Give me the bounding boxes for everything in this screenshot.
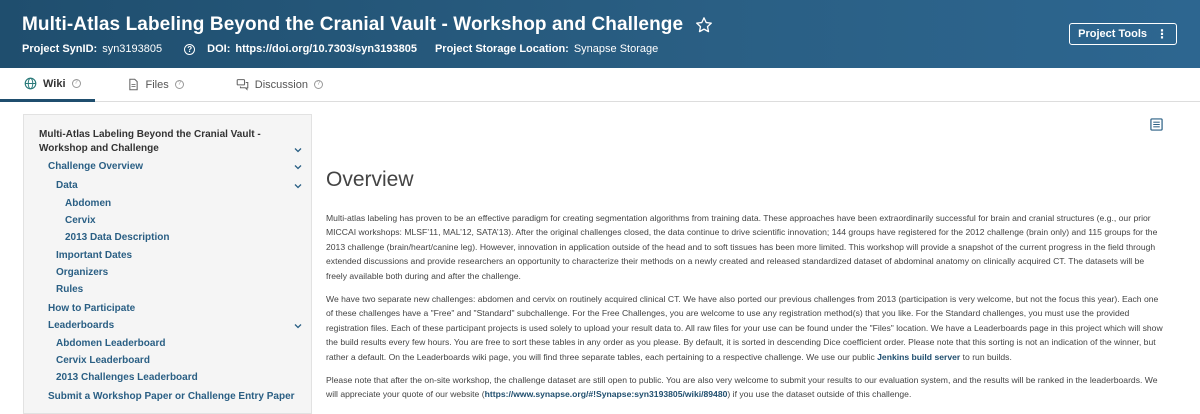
- sidebar-item-2013-challenges-leaderboard[interactable]: 2013 Challenges Leaderboard: [56, 372, 198, 383]
- globe-icon: [24, 77, 37, 90]
- sidebar-item-cervix-leaderboard[interactable]: Cervix Leaderboard: [56, 355, 150, 366]
- overview-paragraph-3: [326, 373, 1166, 402]
- project-tools-button[interactable]: [1069, 23, 1177, 45]
- tab-files-label: Files: [145, 78, 169, 91]
- page-title: Overview: [326, 168, 414, 191]
- sidebar-item-cervix[interactable]: Cervix: [65, 215, 96, 226]
- storage-value: Synapse Storage: [573, 43, 659, 55]
- more-vertical-icon: ⋮: [1156, 27, 1168, 41]
- chevron-down-icon[interactable]: [294, 146, 302, 154]
- title-row: [22, 14, 713, 36]
- tab-discussion-label: Discussion: [254, 78, 308, 91]
- overview-paragraph-1: Multi-atlas labeling has proven to be an effective paradigm for creating segmentation algorithms from training data. These approaches have been extraordinarily successful for brain and cranial structures (e.g., our prior MICCAI workshops: MLSF’11, MAL’12, SATA’13). After the original challenges closed, the data continue to drive scientific innovation; 144 groups have registered for the 2012 challenge (brain only) and 115 groups for the 2013 challenge (brain/heart/canine leg). However, innovation in application outside of the head and to soft tissues has been more limited. This workshop will provide a snapshot of the current progress in the field through extended discussions and provide researchers an opportunity to characterize their methods on a newly created and released standardized dataset of abdominal anatomy on clinically acquired CT. The datasets will be freely available both during and after the challenge.: [326, 213, 1158, 281]
- sidebar-item-important-dates[interactable]: Important Dates: [56, 250, 133, 261]
- wiki-sidebar: [23, 114, 312, 414]
- project-tools-label: Project Tools: [1078, 28, 1147, 40]
- tab-files[interactable]: [103, 68, 198, 101]
- sidebar-item-how-to-participate[interactable]: How to Participate: [48, 303, 136, 314]
- project-meta: [22, 43, 676, 55]
- storage-label: Project Storage Location:: [434, 43, 569, 55]
- paragraph-2-text: We have two separate new challenges: abdomen and cervix on routinely acquired clinical CT. We have also ported our previous challenges from 2013 (participation is very welcome, but not the focus this year). Each one of these challenges have a "Free" and "Standard" subchallenge. For the Free Challenges, you are welcome to use any registration method(s) that you like. For the Standard challenges, you must use the provided registration files. Each of these participant projects is used solely to upload your result data to. All raw files for your use can be found under the "Files" location. We have a Leaderboards page in this project which will show the build results every few hours. You are free to sort these tables in any order as you please. By default, it is sorted in descending Dice coefficient order. Please note that this sorting is not an indication of the winner, but rather a default. On the Leaderboards wiki page, you will find three separate tables, each pertaining to a respective challenge. We use our public: [326, 294, 1163, 362]
- paragraph-3-end: ) if you use the dataset outside of this challenge.: [727, 389, 912, 400]
- paragraph-2-end: to run builds.: [960, 351, 1012, 362]
- synid-value: syn3193805: [102, 43, 163, 55]
- chevron-down-icon[interactable]: [294, 163, 302, 171]
- sidebar-item-root[interactable]: Multi-Atlas Labeling Beyond the Cranial Vault - Workshop and Challenge: [39, 129, 261, 154]
- sidebar-item-data[interactable]: Data: [56, 180, 78, 191]
- project-title: Multi-Atlas Labeling Beyond the Cranial Vault - Workshop and Challenge: [22, 14, 684, 35]
- sidebar-item-challenge-overview[interactable]: Challenge Overview: [48, 161, 144, 172]
- sidebar-item-rules[interactable]: Rules: [56, 284, 84, 295]
- file-icon: [127, 78, 140, 91]
- project-header: [0, 0, 1200, 68]
- help-icon[interactable]: ?: [314, 80, 323, 89]
- doi-link[interactable]: https://doi.org/10.7303/syn3193805: [235, 43, 417, 55]
- table-of-contents-icon[interactable]: [1150, 118, 1163, 131]
- tab-wiki[interactable]: [0, 68, 95, 102]
- doi-label: DOI:: [207, 43, 231, 55]
- jenkins-link[interactable]: Jenkins build server: [877, 351, 961, 362]
- overview-paragraph-2: [326, 292, 1166, 364]
- star-icon[interactable]: [695, 16, 713, 34]
- sidebar-item-2013-data-description[interactable]: 2013 Data Description: [65, 232, 170, 243]
- wiki-url-link[interactable]: https://www.synapse.org/#!Synapse:syn3193805/wiki/89480: [484, 389, 728, 400]
- help-icon[interactable]: ?: [184, 44, 195, 55]
- sidebar-item-organizers[interactable]: Organizers: [56, 267, 109, 278]
- tab-wiki-label: Wiki: [43, 77, 66, 90]
- help-icon[interactable]: ?: [175, 80, 184, 89]
- synid-label: Project SynID:: [22, 43, 98, 55]
- chat-icon: [236, 78, 249, 91]
- help-icon[interactable]: ?: [72, 79, 81, 88]
- sidebar-item-abdomen[interactable]: Abdomen: [65, 198, 112, 209]
- sidebar-item-leaderboards[interactable]: Leaderboards: [48, 320, 115, 331]
- chevron-down-icon[interactable]: [294, 182, 302, 190]
- sidebar-item-abdomen-leaderboard[interactable]: Abdomen Leaderboard: [56, 338, 166, 349]
- paragraph-3-text: Please note that after the on-site workshop, the challenge dataset are still open to public. You are also very welcome to submit your results to our evaluation system, and the results will be ranked in the leaderboards. We will appreciate your quote of our website (: [326, 375, 1158, 400]
- chevron-down-icon[interactable]: [294, 322, 302, 330]
- tab-discussion[interactable]: [212, 68, 337, 101]
- project-tabs: [0, 68, 1200, 102]
- sidebar-item-submit-paper[interactable]: Submit a Workshop Paper or Challenge Entry Paper: [48, 391, 295, 402]
